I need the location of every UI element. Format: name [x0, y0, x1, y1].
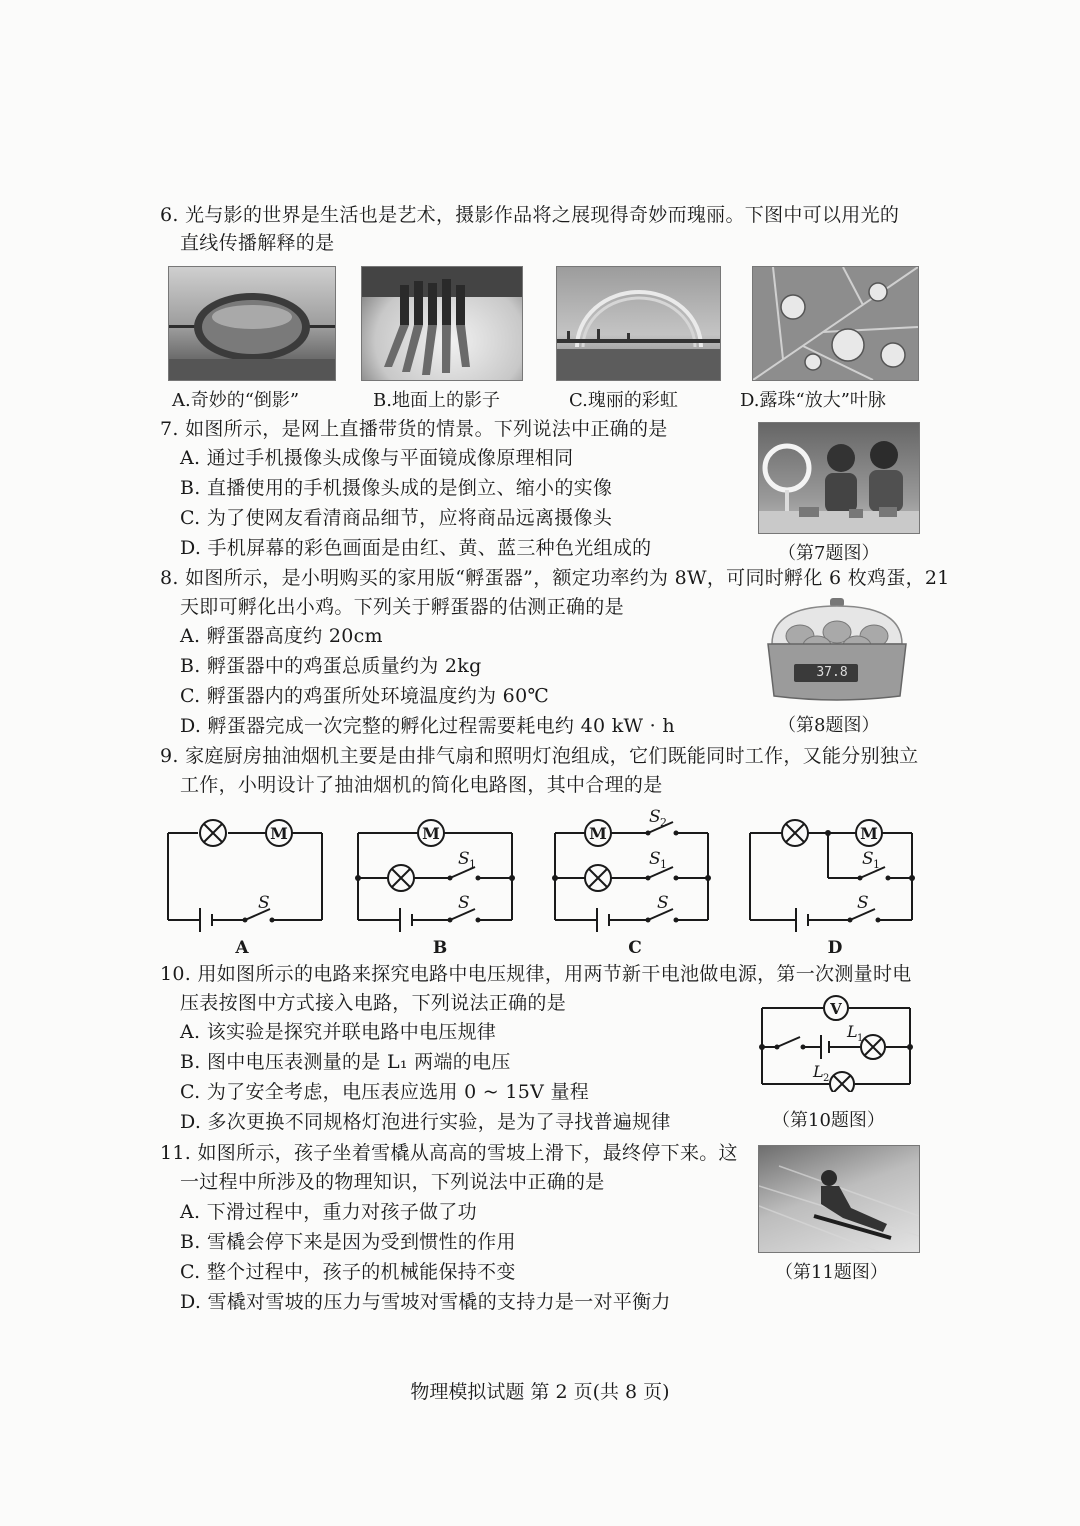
circuit-label-b[interactable]: B [432, 938, 448, 958]
q11-caption: （第11题图） [775, 1262, 888, 1283]
q6-stem-line1: 6. 光与影的世界是生活也是艺术，摄影作品将之展现得奇妙而瑰丽。下图中可以用光的 [160, 204, 900, 226]
q7-option-c[interactable]: C. 为了使网友看清商品细节，应将商品远离摄像头 [180, 507, 613, 529]
switch-label: S [458, 849, 470, 869]
subscript: 1 [469, 858, 476, 871]
q10-option-d[interactable]: D. 多次更换不同规格灯泡进行实验，是为了寻找普遍规律 [180, 1111, 671, 1133]
switch-label: S [258, 893, 270, 913]
lamp-icon [200, 820, 226, 846]
q11-option-a[interactable]: A. 下滑过程中，重力对孩子做了功 [180, 1201, 477, 1223]
q6-stem-line2: 直线传播解释的是 [180, 232, 335, 254]
q8-option-b[interactable]: B. 孵蛋器中的鸡蛋总质量约为 2kg [180, 655, 482, 677]
switch-label: S [649, 807, 661, 827]
q8-caption: （第8题图） [778, 715, 880, 736]
subscript: 1 [873, 858, 880, 871]
q8-stem-line2: 天即可孵化出小鸡。下列关于孵蛋器的估测正确的是 [180, 596, 624, 618]
q11-option-d[interactable]: D. 雪橇对雪坡的压力与雪坡对雪橇的支持力是一对平衡力 [180, 1291, 671, 1313]
lamp1-label: L [847, 1022, 858, 1041]
q8-option-c[interactable]: C. 孵蛋器内的鸡蛋所处环境温度约为 60℃ [180, 685, 550, 707]
q10-option-a[interactable]: A. 该实验是探究并联电路中电压规律 [180, 1021, 497, 1043]
q9-circuits [160, 800, 930, 960]
lamp-icon [585, 865, 611, 891]
q8-option-a[interactable]: A. 孵蛋器高度约 20cm [180, 625, 383, 647]
motor-label: M [270, 824, 288, 843]
q6-option-c[interactable]: C.瑰丽的彩虹 [569, 390, 678, 411]
q7-option-d[interactable]: D. 手机屏幕的彩色画面是由红、黄、蓝三种色光组成的 [180, 537, 652, 559]
switch-label: S [657, 893, 669, 913]
circuit-label-d[interactable]: D [827, 938, 843, 958]
q6-photo-c-rainbow [556, 266, 721, 381]
q10-circuit-diagram [755, 992, 917, 1092]
circuit-label-a[interactable]: A [235, 938, 249, 958]
subscript: 1 [857, 1033, 864, 1044]
q7-photo-livestream [758, 422, 920, 534]
voltmeter-label: V [830, 1000, 842, 1018]
q9-stem-line2: 工作，小明设计了抽油烟机的简化电路图，其中合理的是 [180, 774, 663, 796]
q8-option-d[interactable]: D. 孵蛋器完成一次完整的孵化过程需要耗电约 40 kW · h [180, 715, 675, 737]
circuit-d[interactable] [750, 833, 912, 932]
q7-option-a[interactable]: A. 通过手机摄像头成像与平面镜成像原理相同 [180, 447, 574, 469]
lamp-icon [388, 865, 414, 891]
q6-photo-b-shadows [361, 266, 523, 381]
q8-photo-incubator [762, 596, 912, 706]
q7-stem: 7. 如图所示，是网上直播带货的情景。下列说法中正确的是 [160, 418, 668, 440]
lamp2-label: L [813, 1062, 824, 1081]
q11-stem-line2: 一过程中所涉及的物理知识，下列说法中正确的是 [180, 1171, 605, 1193]
lamp-icon [782, 820, 808, 846]
switch-label: S [857, 893, 869, 913]
q6-option-d[interactable]: D.露珠“放大”叶脉 [740, 390, 886, 411]
q10-stem-line1: 10. 用如图所示的电路来探究电路中电压规律，用两节新干电池做电源，第一次测量时电 [160, 963, 912, 985]
switch-label: S [458, 893, 470, 913]
q7-option-b[interactable]: B. 直播使用的手机摄像头成的是倒立、缩小的实像 [180, 477, 613, 499]
q7-caption: （第7题图） [778, 543, 880, 564]
lamp-icon [861, 1035, 885, 1059]
q10-caption: （第10题图） [772, 1110, 885, 1131]
page-footer: 物理模拟试题 第 2 页(共 8 页) [410, 1381, 670, 1403]
q11-option-b[interactable]: B. 雪橇会停下来是因为受到惯性的作用 [180, 1231, 516, 1253]
subscript: 2 [823, 1073, 830, 1084]
lamp-icon [830, 1072, 854, 1092]
q10-option-b[interactable]: B. 图中电压表测量的是 L₁ 两端的电压 [180, 1051, 511, 1073]
circuit-c[interactable] [555, 822, 708, 932]
switch-label: S [649, 849, 661, 869]
q10-stem-line2: 压表按图中方式接入电路，下列说法正确的是 [180, 992, 567, 1014]
circuit-b[interactable] [358, 833, 512, 932]
circuit-a[interactable] [168, 833, 322, 932]
motor-label: M [589, 824, 607, 843]
q11-option-c[interactable]: C. 整个过程中，孩子的机械能保持不变 [180, 1261, 516, 1283]
motor-label: M [422, 824, 440, 843]
q11-stem-line1: 11. 如图所示，孩子坐着雪橇从高高的雪坡上滑下，最终停下来。这 [160, 1142, 738, 1164]
q11-photo-sled [758, 1145, 920, 1253]
motor-label: M [860, 824, 878, 843]
q10-option-c[interactable]: C. 为了安全考虑，电压表应选用 0 ~ 15V 量程 [180, 1081, 590, 1103]
q6-option-b[interactable]: B.地面上的影子 [373, 390, 500, 411]
circuit-label-c[interactable]: C [628, 938, 642, 958]
subscript: 2 [660, 816, 667, 829]
q8-incubator-display: 37.8 [816, 665, 848, 680]
q6-option-a[interactable]: A.奇妙的“倒影” [172, 390, 300, 411]
q6-photo-d-dewdrops [752, 266, 919, 381]
q9-stem-line1: 9. 家庭厨房抽油烟机主要是由排气扇和照明灯泡组成，它们既能同时工作，又能分别独立 [160, 745, 919, 767]
q6-photo-a-reflection [168, 266, 336, 381]
q8-stem-line1: 8. 如图所示，是小明购买的家用版“孵蛋器”，额定功率约为 8W，可同时孵化 6 枚鸡蛋，21 [160, 567, 950, 589]
switch-label: S [862, 849, 874, 869]
subscript: 1 [660, 858, 667, 871]
